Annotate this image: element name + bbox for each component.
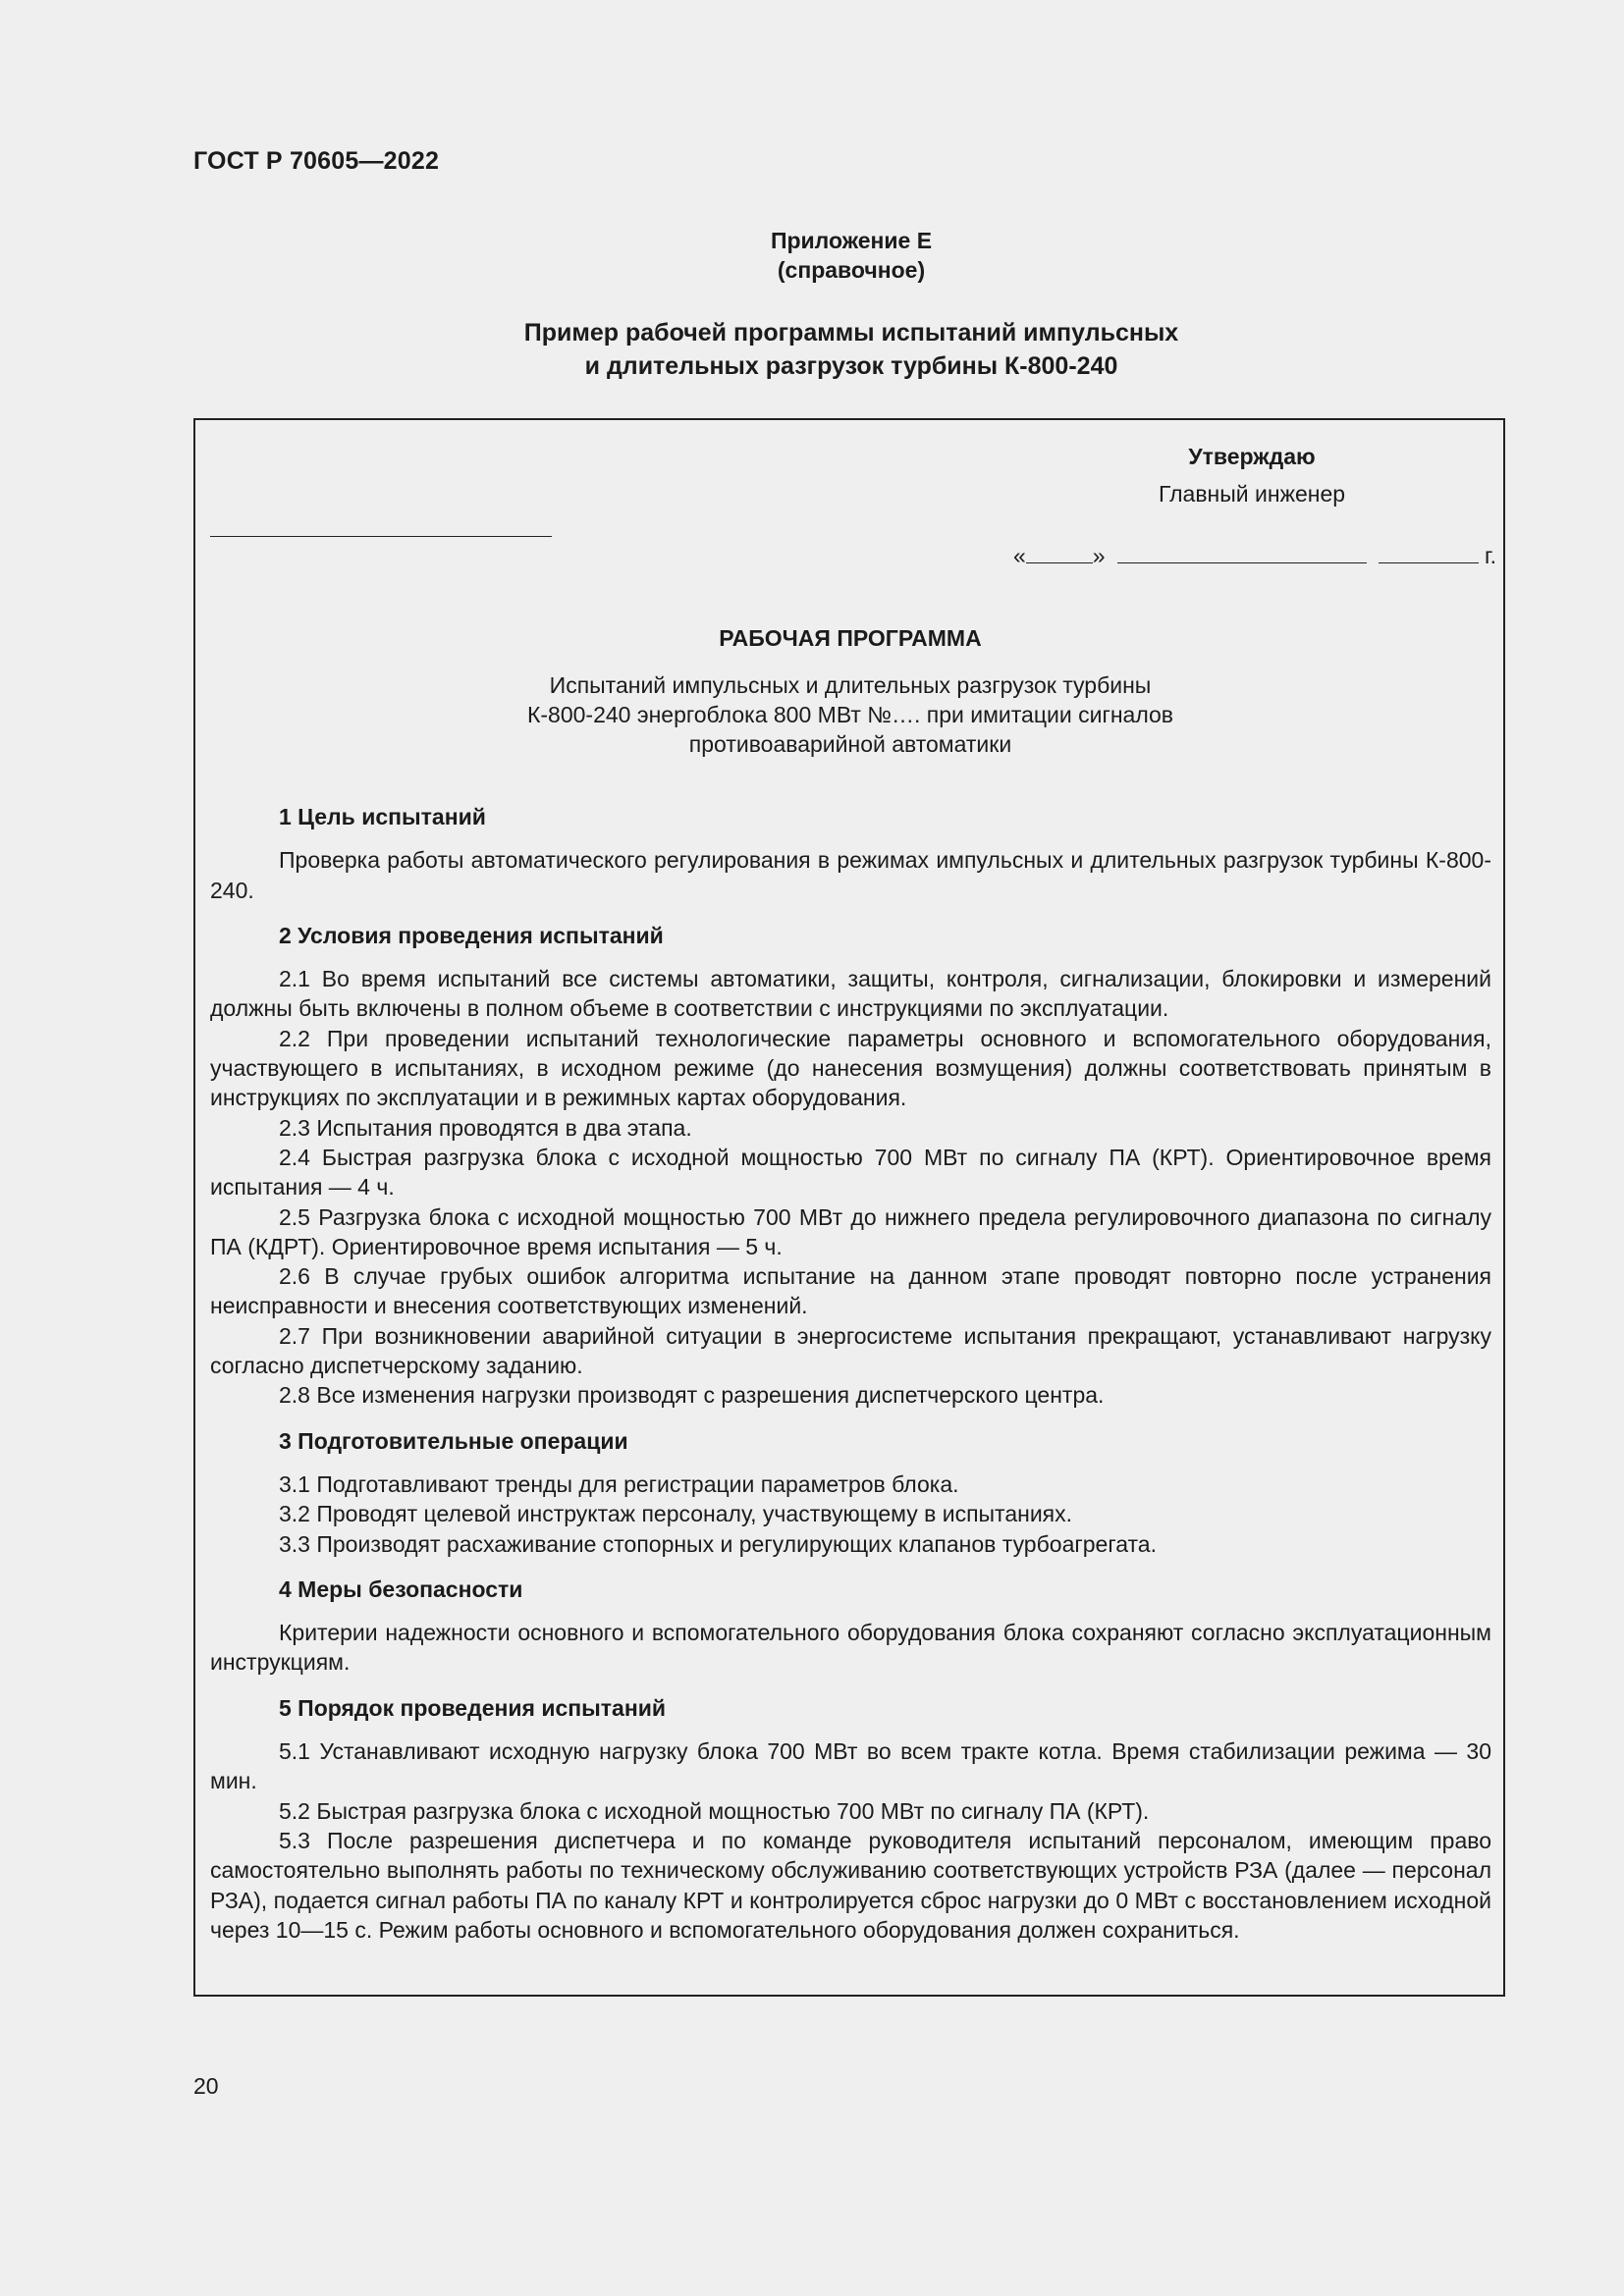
program-body <box>210 802 1491 1945</box>
paragraph: 2.6 В случае грубых ошибок алгоритма испытание на данном этапе проводят повторно после устранения неисправности и внесения соответствующих изменений. <box>210 1263 1491 1319</box>
year-suffix: г. <box>1484 543 1496 568</box>
date-open-quote: « <box>1013 543 1026 568</box>
document-code: ГОСТ Р 70605—2022 <box>193 147 440 175</box>
program-subtitle-line: Испытаний импульсных и длительных разгрузок турбины <box>549 672 1152 698</box>
program-subtitle-line: К-800-240 энергоблока 800 МВт №…. при имитации сигналов <box>526 702 1174 727</box>
paragraph: 2.7 При возникновении аварийной ситуации в энергосистеме испытания прекращают, устанавливают нагрузку согласно диспетчерскому заданию. <box>210 1322 1491 1379</box>
document-title <box>193 316 1509 383</box>
appendix-label: Приложение Е <box>770 228 933 253</box>
appendix-heading <box>193 226 1509 285</box>
paragraph: Проверка работы автоматического регулирования в режимах импульсных и длительных разгрузок турбины К-800-240. <box>210 847 1491 903</box>
paragraph: 2.4 Быстрая разгрузка блока с исходной мощностью 700 МВт по сигналу ПА (КРТ). Ориентировочное время испытания — 4 ч. <box>210 1144 1491 1201</box>
approval-role: Главный инженер <box>1158 481 1346 507</box>
page-number: 20 <box>193 2073 219 2099</box>
paragraph: 5.2 Быстрая разгрузка блока с исходной мощностью 700 МВт по сигналу ПА (КРТ). <box>279 1797 1150 1824</box>
date-close-quote: » <box>1092 543 1106 568</box>
paragraph: 3.2 Проводят целевой инструктаж персоналу, участвующему в испытаниях. <box>279 1501 1073 1527</box>
paragraph: 2.5 Разгрузка блока с исходной мощностью 700 МВт до нижнего предела регулировочного диапазона по сигналу ПА (КДРТ). Ориентировочное время испытания — 5 ч. <box>210 1203 1491 1259</box>
section-heading: 5 Порядок проведения испытаний <box>279 1694 667 1721</box>
section-heading: 3 Подготовительные операции <box>279 1427 628 1454</box>
signature-line <box>210 536 552 537</box>
section-heading: 2 Условия проведения испытаний <box>279 922 664 948</box>
program-subtitle <box>210 670 1490 759</box>
paragraph: 3.3 Производят расхаживание стопорных и регулирующих клапанов турбоагрегата. <box>279 1530 1157 1557</box>
paragraph: 2.2 При проведении испытаний технологические параметры основного и вспомогательного оборудования, участвующего в испытаниях, в исходном режиме (до нанесения возмущения) должны соответствовать принятым в инструкциях по эксплуатации и в режимных картах оборудования. <box>210 1025 1491 1111</box>
program-title: РАБОЧАЯ ПРОГРАММА <box>719 625 982 651</box>
document-title-line: и длительных разгрузок турбины К-800-240 <box>584 352 1118 380</box>
year-blank <box>1379 541 1479 563</box>
section-heading: 4 Меры безопасности <box>279 1575 523 1602</box>
approval-date <box>1013 541 1496 569</box>
paragraph: 2.1 Во время испытаний все системы автоматики, защиты, контроля, сигнализации, блокировки и измерений должны быть включены в полном объеме в соответствии с инструкциями по эксплуатации. <box>210 966 1491 1022</box>
section-heading: 1 Цель испытаний <box>279 804 486 829</box>
approval-title: Утверждаю <box>1188 444 1316 469</box>
document-title-line: Пример рабочей программы испытаний импульсных <box>523 319 1179 347</box>
paragraph: 2.8 Все изменения нагрузки производят с разрешения диспетчерского центра. <box>279 1382 1105 1409</box>
month-blank <box>1117 541 1367 563</box>
appendix-kind: (справочное) <box>777 257 926 283</box>
program-subtitle-line: противоаварийной автоматики <box>688 731 1012 757</box>
paragraph: 3.1 Подготавливают тренды для регистрации параметров блока. <box>279 1470 959 1497</box>
paragraph: Критерии надежности основного и вспомогательного оборудования блока сохраняют согласно эксплуатационным инструкциям. <box>210 1620 1491 1676</box>
day-blank <box>1026 541 1093 563</box>
paragraph: 2.3 Испытания проводятся в два этапа. <box>279 1114 692 1141</box>
paragraph: 5.1 Устанавливают исходную нагрузку блока 700 МВт во всем тракте котла. Время стабилизации режима — 30 мин. <box>210 1738 1491 1794</box>
paragraph: 5.3 После разрешения диспетчера и по команде руководителя испытаний персоналом, имеющим право самостоятельно выполнять работы по техническому обслуживанию соответствующих устройств РЗА (далее — персонал РЗА), подается сигнал работы ПА по каналу КРТ и контролируется сброс нагрузки до 0 МВт с восстановлением исходной через 10—15 с. Режим работы основного и вспомогательного оборудования должен сохраниться. <box>210 1827 1491 1943</box>
